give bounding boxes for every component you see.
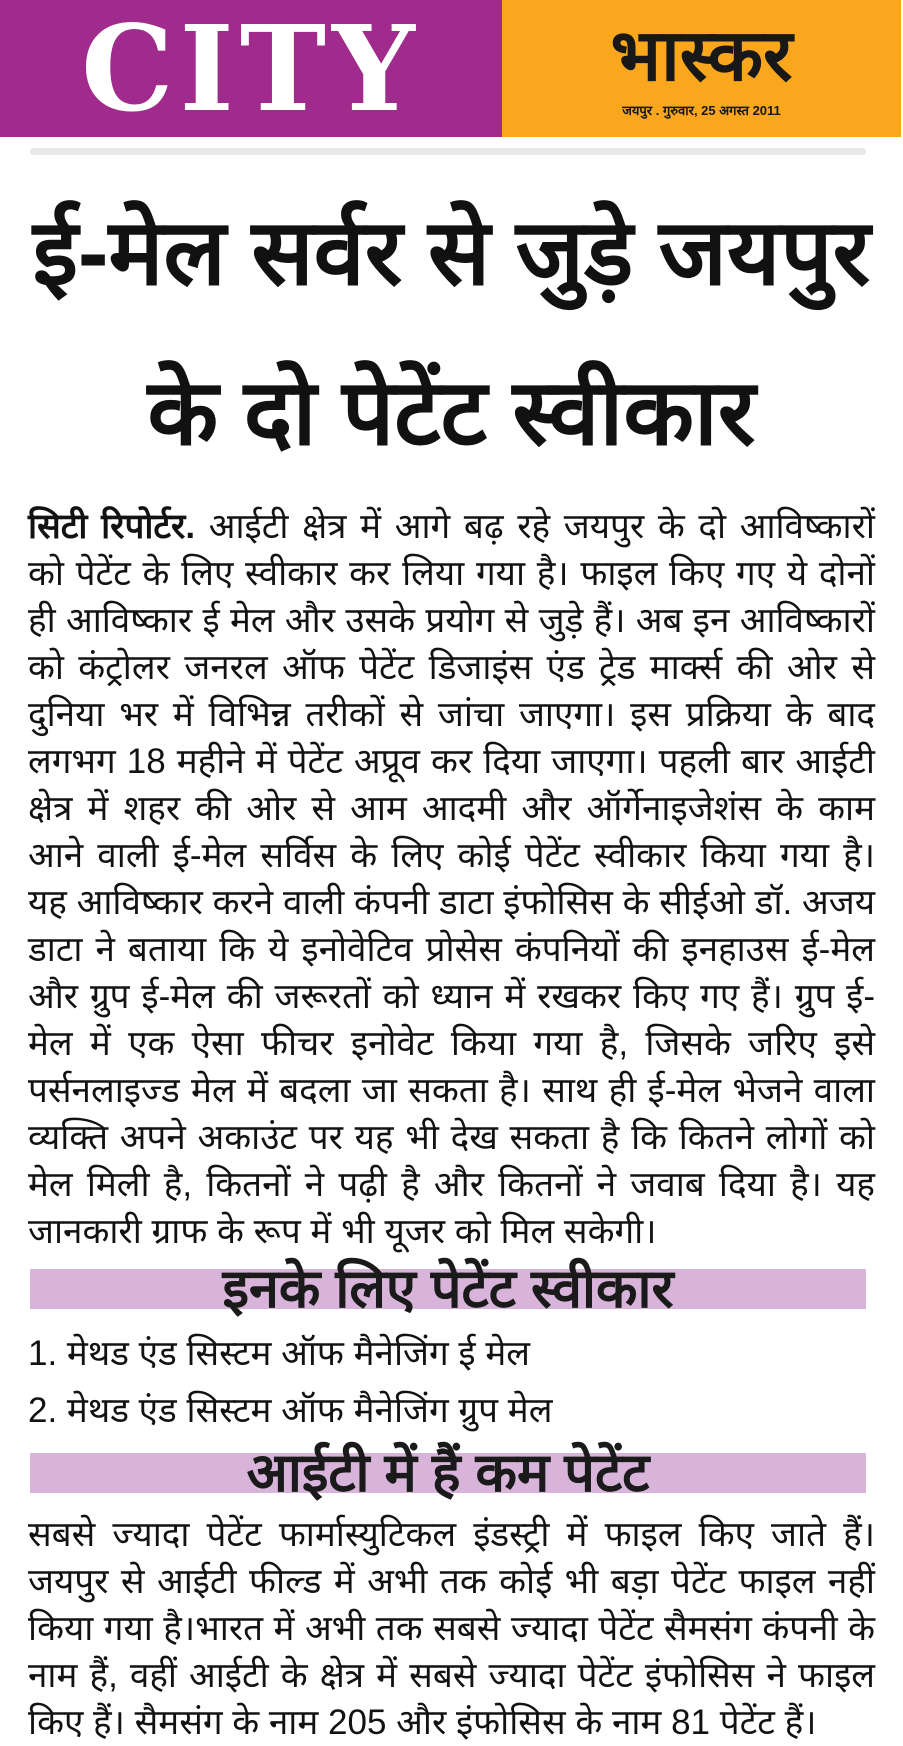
city-logo-text: CITY [81, 0, 421, 138]
city-section-banner [0, 0, 502, 137]
edition-dateline: जयपुर . गुरुवार, 25 अगस्त 2011 [622, 103, 781, 118]
header-divider [30, 148, 866, 155]
article-body [28, 503, 875, 1255]
article-body-text: आईटी क्षेत्र में आगे बढ़ रहे जयपुर के दो आविष्कारों को पेटेंट के लिए स्वीकार कर लिया गया है। फाइल किए गए ये दोनों ही आविष्कार ई मेल और उसके प्रयोग से जुड़े हैं। अब इन आविष्कारों को कंट्रोलर जनरल ऑफ पेटेंट डिजाइंस एंड ट्रेड मार्क्स की ओर से दुनिया भर में विभिन्न तरीकों से जांचा जाएगा। इस प्रक्रिया के बाद लगभग 18 महीने में पेटेंट अप्रूव कर दिया जाएगा। पहली बार आईटी क्षेत्र में शहर की ओर से आम आदमी और ऑर्गेनाइजेशंस के काम आने वाली ई-मेल सर्विस के लिए कोई पेटेंट स्वीकार किया गया है। यह आविष्कार करने वाली कंपनी डाटा इंफोसिस के सीईओ डॉ. अजय डाटा ने बताया कि ये इनोवेटिव प्रोसेस कंपनियों की इनहाउस ई-मेल और ग्रुप ई-मेल की जरूरतों को ध्यान में रखकर किए गए हैं। ग्रुप ई-मेल में एक ऐसा फीचर इनोवेट किया गया है, जिसके जरिए इसे पर्सनलाइज्ड मेल में बदला जा सकता है। साथ ही ई-मेल भेजने वाला व्यक्ति अपने अकाउंट पर यह भी देख सकता है कि कितने लोगों को मेल मिली है, कितनों ने पढ़ी है और कितनों ने जवाब दिया है। यह जानकारी ग्राफ के रूप में भी यूजर को मिल सकेगी। [28, 507, 875, 1251]
section-heading-patents-accepted-text: इनके लिए पेटेंट स्वीकार [222, 1259, 674, 1319]
bhaskar-banner [502, 0, 901, 137]
section-heading-it-few-patents [30, 1443, 866, 1503]
byline: सिटी रिपोर्टर. [28, 507, 196, 546]
section2-body: सबसे ज्यादा पेटेंट फार्मास्युटिकल इंडस्ट्री में फाइल किए जाते हैं। जयपुर से आईटी फील्ड में अभी तक कोई भी बड़ा पेटेंट फाइल नहीं किया गया है।भारत में अभी तक सबसे ज्यादा पेटेंट सैमसंग कंपनी के नाम हैं, वहीं आईटी के क्षेत्र में सबसे ज्यादा पेटेंट इंफोसिस ने फाइल किए हैं। सैमसंग के नाम 205 और इंफोसिस के नाम 81 पेटेंट हैं। [28, 1515, 875, 1742]
headline-line-1: ई-मेल सर्वर से जुड़े जयपुर [32, 202, 871, 304]
patent-item-1: 1. मेथड एंड सिस्टम ऑफ मैनेजिंग ई मेल [28, 1334, 530, 1373]
patent-item-2: 2. मेथड एंड सिस्टम ऑफ मैनेजिंग ग्रुप मेल [28, 1391, 553, 1430]
article-headline [14, 173, 889, 493]
section-heading-patents-accepted [30, 1259, 866, 1319]
masthead [0, 0, 901, 137]
bhaskar-logo-text: भास्कर [610, 16, 793, 96]
headline-line-2: के दो पेटेंट स्वीकार [147, 362, 756, 464]
patent-list [28, 1325, 875, 1439]
section-heading-it-few-patents-text: आईटी में हैं कम पेटेंट [246, 1443, 650, 1503]
